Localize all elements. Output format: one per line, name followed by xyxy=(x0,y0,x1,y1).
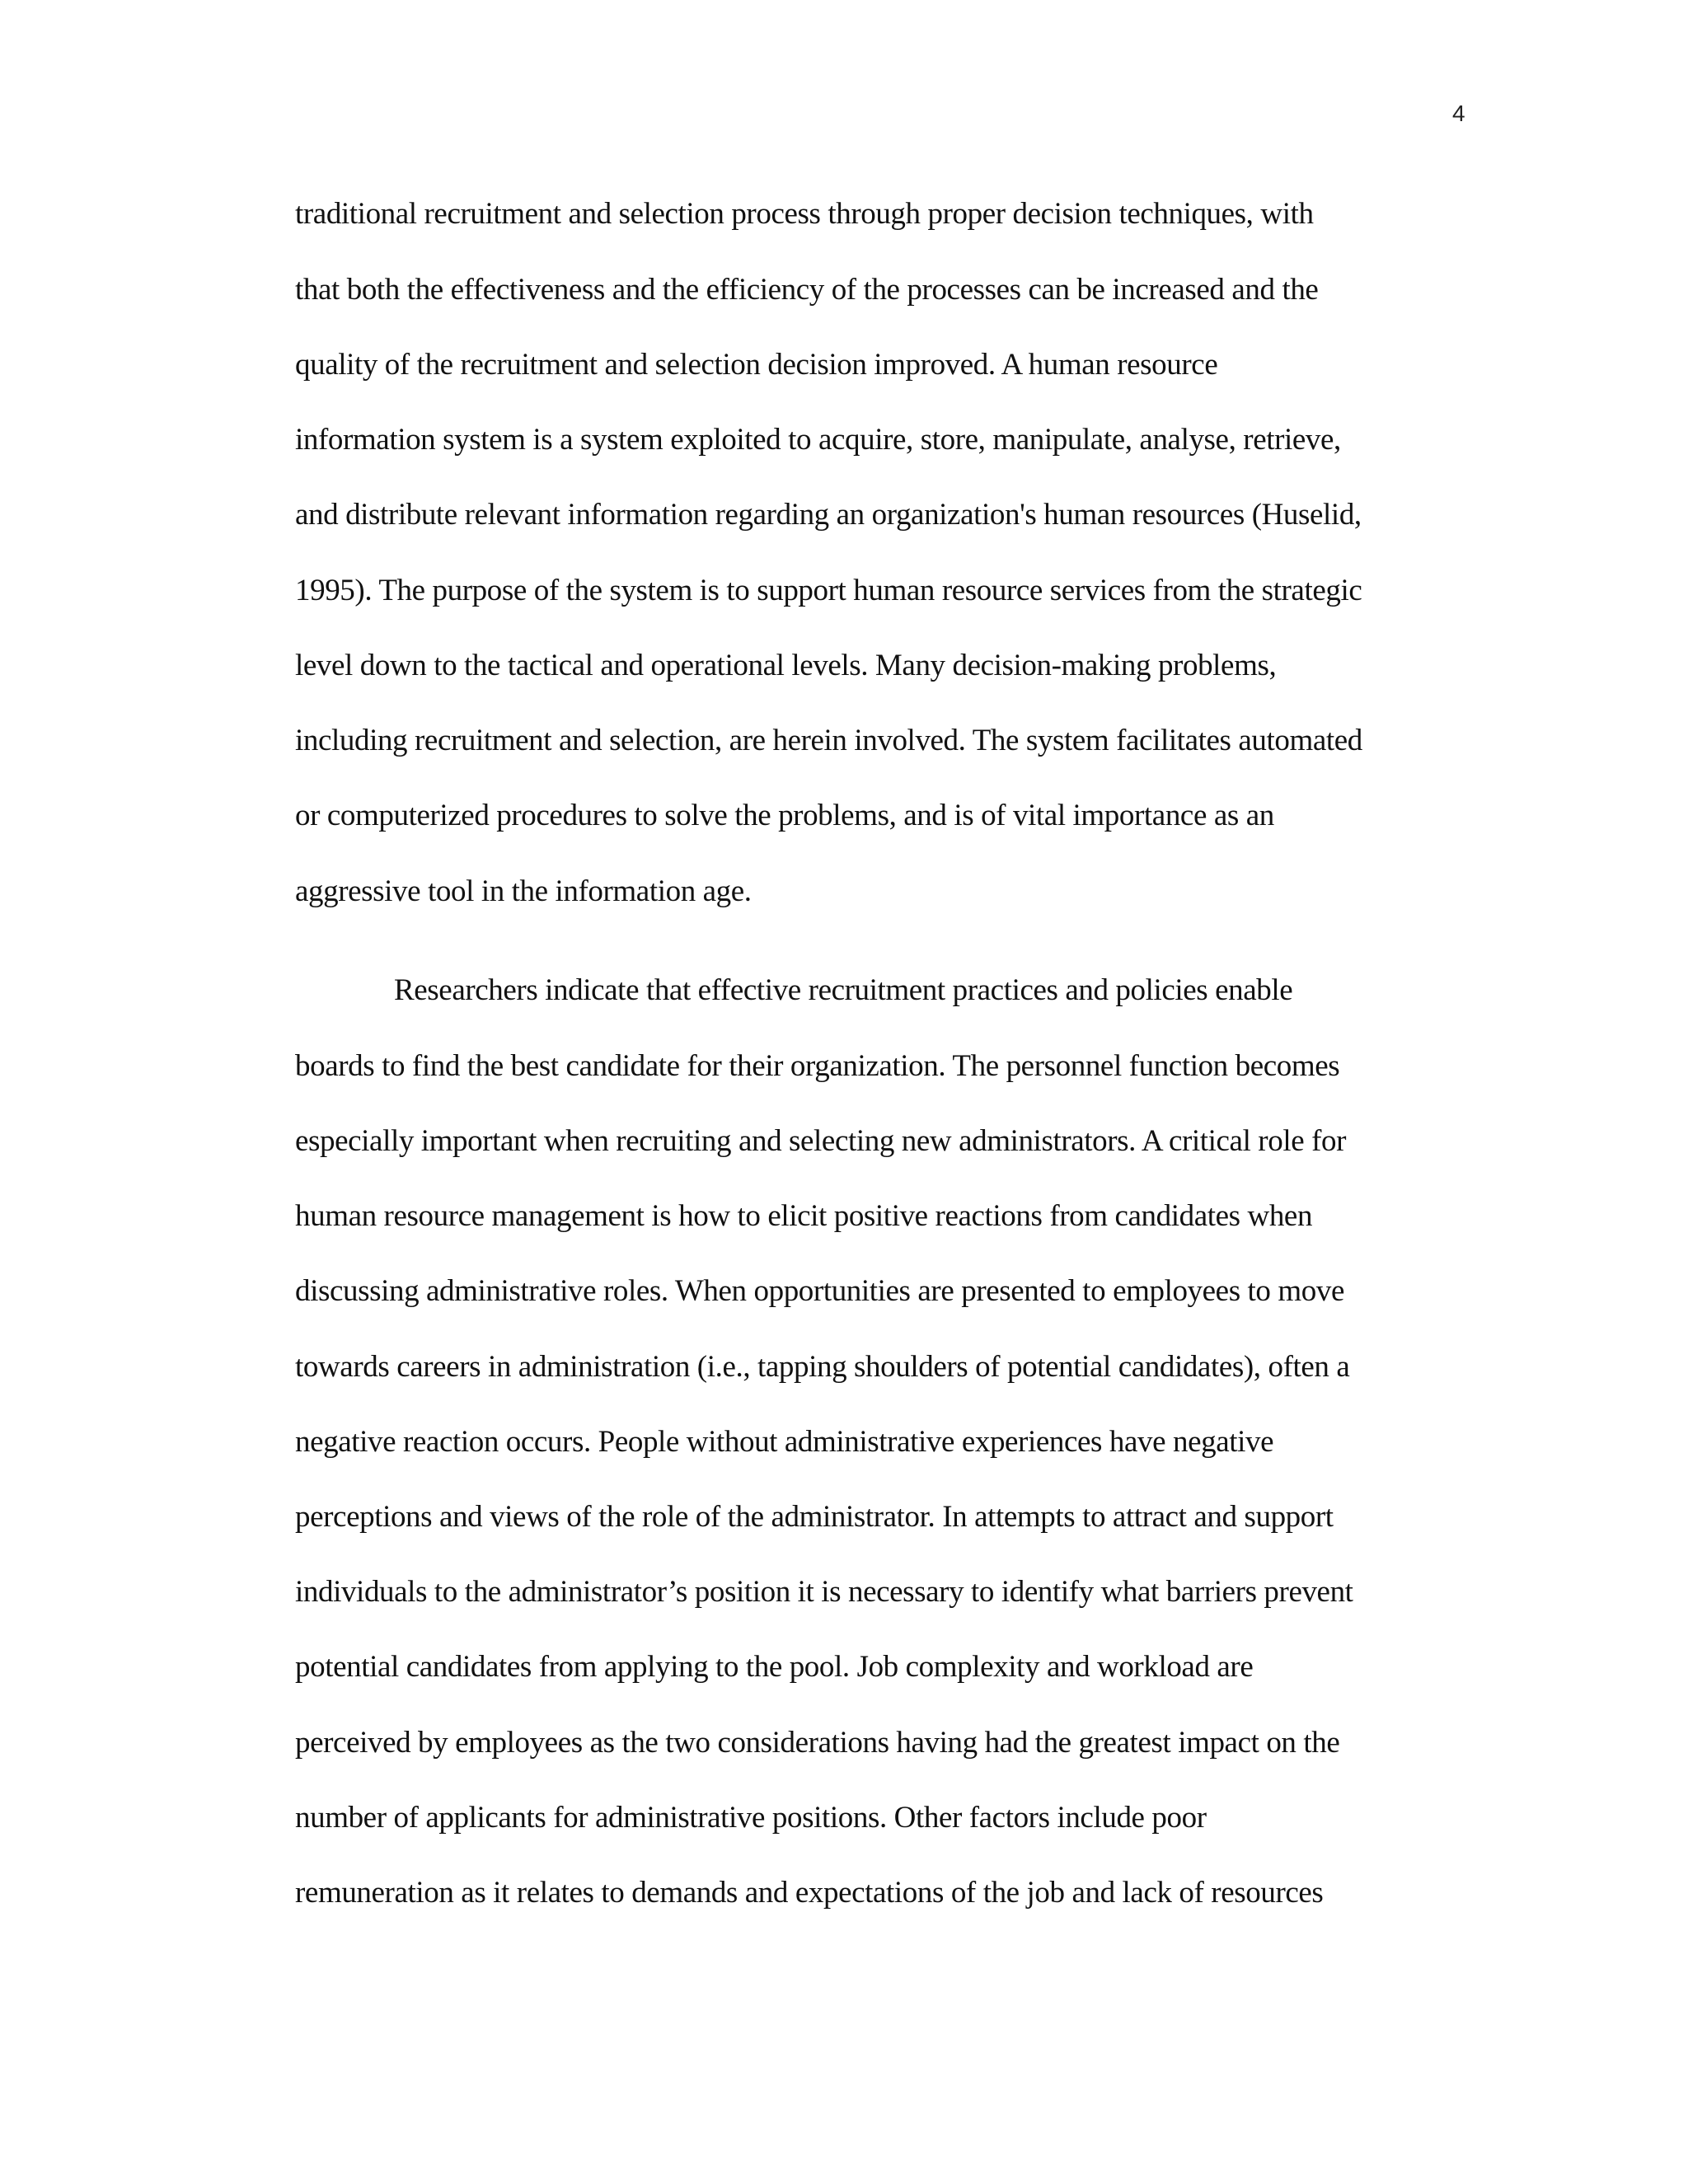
text-line: or computerized procedures to solve the problems, and is of vital importance as an xyxy=(295,799,1274,832)
text-line: towards careers in administration (i.e., tapping shoulders of potential candidates), often a xyxy=(295,1350,1350,1384)
text-line: boards to find the best candidate for their organization. The personnel function becomes xyxy=(295,1049,1340,1083)
text-line: discussing administrative roles. When opportunities are presented to employees to move xyxy=(295,1274,1344,1308)
text-line: traditional recruitment and selection process through proper decision techniques, with xyxy=(295,197,1314,231)
text-line: human resource management is how to elicit positive reactions from candidates when xyxy=(295,1199,1313,1233)
text-line: perceived by employees as the two considerations having had the greatest impact on the xyxy=(295,1726,1340,1760)
text-line: negative reaction occurs. People without administrative experiences have negative xyxy=(295,1425,1274,1459)
text-line: quality of the recruitment and selection decision improved. A human resource xyxy=(295,348,1218,382)
text-line: aggressive tool in the information age. xyxy=(295,874,752,908)
text-line: including recruitment and selection, are herein involved. The system facilitates automated xyxy=(295,724,1362,757)
text-line: and distribute relevant information regarding an organization's human resources (Huselid, xyxy=(295,498,1362,532)
text-line: especially important when recruiting and selecting new administrators. A critical role for xyxy=(295,1124,1347,1158)
text-line: perceptions and views of the role of the administrator. In attempts to attract and support xyxy=(295,1500,1334,1534)
text-line: potential candidates from applying to the pool. Job complexity and workload are xyxy=(295,1650,1254,1684)
text-line: level down to the tactical and operational levels. Many decision-making problems, xyxy=(295,649,1277,682)
text-line: remuneration as it relates to demands and expectations of the job and lack of resources xyxy=(295,1876,1324,1910)
text-line: individuals to the administrator’s position it is necessary to identify what barriers prevent xyxy=(295,1575,1353,1609)
text-line: Researchers indicate that effective recruitment practices and policies enable xyxy=(394,973,1293,1007)
text-line: information system is a system exploited to acquire, store, manipulate, analyse, retrieve, xyxy=(295,423,1341,457)
text-line: that both the effectiveness and the efficiency of the processes can be increased and the xyxy=(295,273,1319,307)
text-line: number of applicants for administrative positions. Other factors include poor xyxy=(295,1801,1207,1835)
page-number: 4 xyxy=(1452,101,1465,126)
text-line: 1995). The purpose of the system is to support human resource services from the strategic xyxy=(295,574,1362,607)
